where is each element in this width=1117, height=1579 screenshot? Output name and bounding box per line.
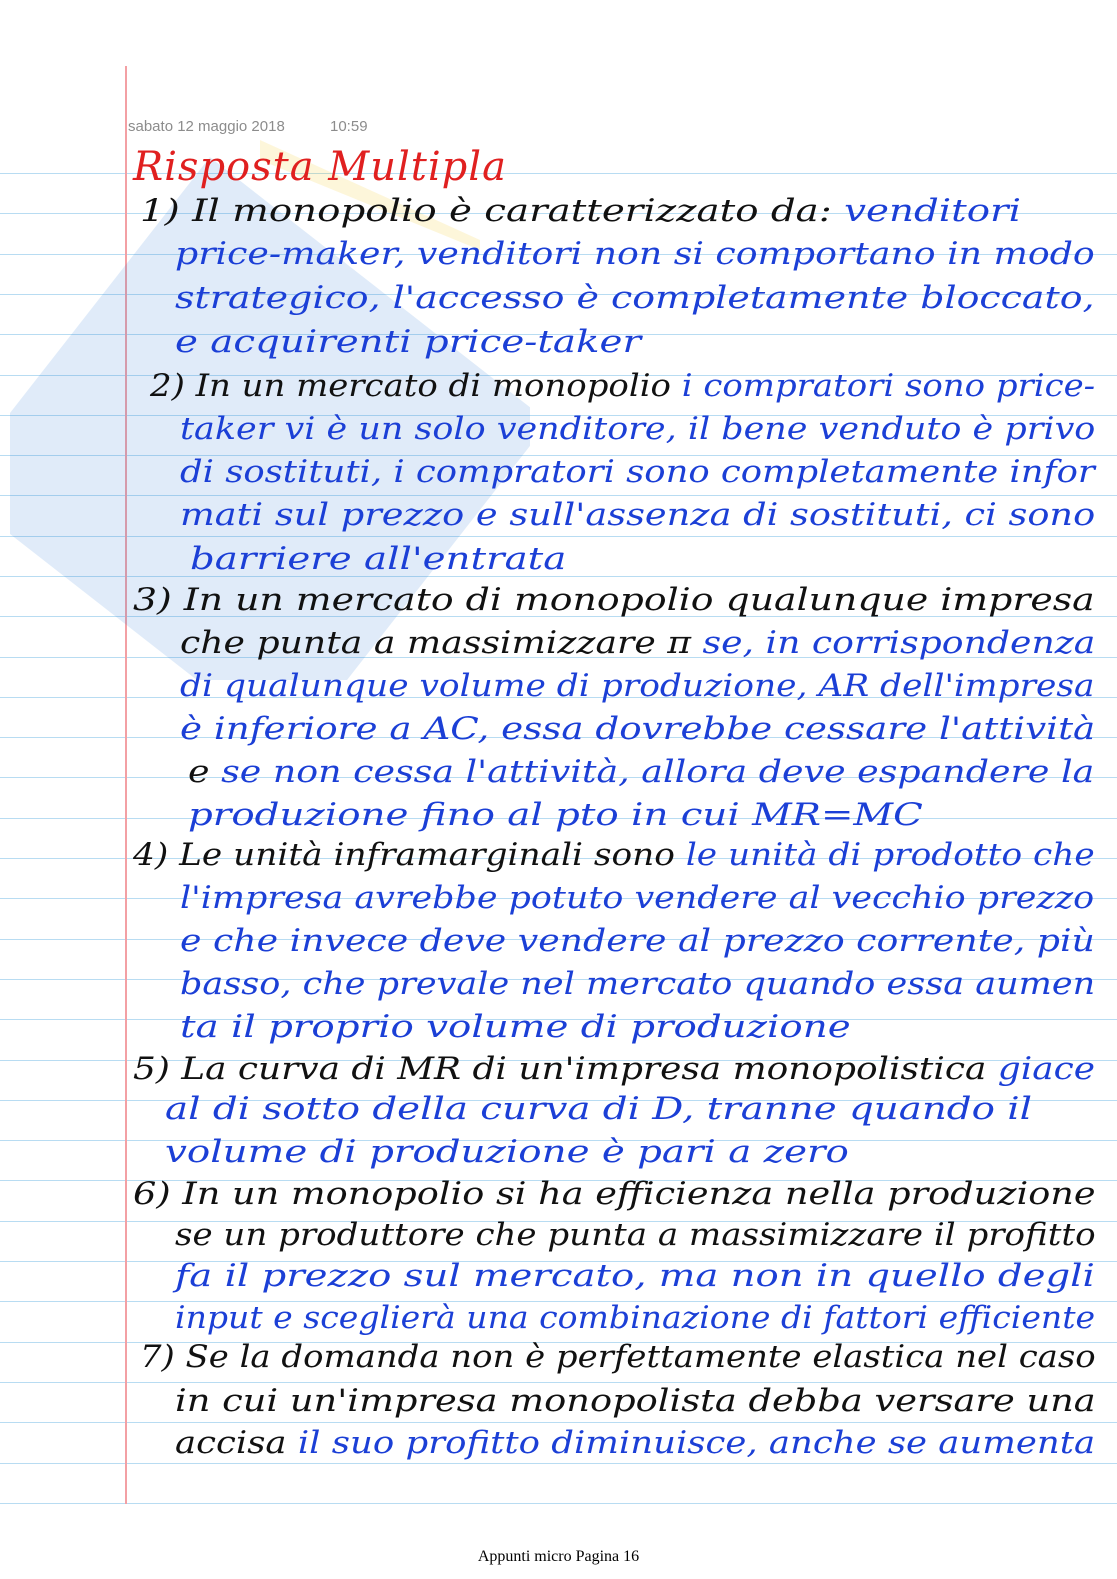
ruled-line bbox=[0, 495, 1117, 496]
question-text: 4) Le unità inframarginali sono bbox=[133, 837, 686, 873]
note-line bbox=[180, 668, 1095, 704]
answer-text: input e sceglierà una combinazione di fattori efficiente bbox=[175, 1300, 1096, 1336]
answer-text: e acquirenti price-taker bbox=[175, 324, 641, 360]
note-line bbox=[165, 1091, 1033, 1127]
note-line bbox=[188, 797, 923, 833]
note-line bbox=[175, 1383, 1096, 1419]
question-text: 7) Se la domanda non è perfettamente elastica nel caso bbox=[140, 1339, 1096, 1375]
answer-text: fa il prezzo sul mercato, ma non in quello degli bbox=[175, 1258, 1095, 1294]
answer-text: l'impresa avrebbe potuto vendere al vecchio prezzo bbox=[180, 880, 1095, 916]
note-line bbox=[175, 324, 641, 360]
note-line bbox=[133, 1176, 1096, 1212]
note-line bbox=[180, 923, 1095, 959]
note-line bbox=[175, 1425, 1096, 1461]
answer-text: volume di produzione è pari a zero bbox=[165, 1134, 849, 1170]
note-line bbox=[180, 880, 1095, 916]
answer-text: venditori bbox=[844, 193, 1021, 229]
date-label: sabato 12 maggio 2018 bbox=[128, 118, 285, 135]
question-text: se un produttore che punta a massimizzare il profitto bbox=[175, 1217, 1096, 1253]
note-line bbox=[180, 1009, 851, 1045]
question-text: che punta a massimizzare π bbox=[180, 625, 703, 661]
answer-text: di qualunque volume di produzione, AR dell'impresa bbox=[180, 668, 1095, 704]
margin-line bbox=[125, 66, 127, 1504]
answer-text: ta il proprio volume di produzione bbox=[180, 1009, 851, 1045]
question-text: 6) In un monopolio si ha efficienza nella produzione bbox=[133, 1176, 1096, 1212]
note-line bbox=[140, 193, 1021, 229]
answer-text: se, in corrispondenza bbox=[702, 625, 1096, 661]
note-line bbox=[188, 754, 1095, 790]
answer-text: barriere all'entrata bbox=[190, 541, 567, 577]
note-line bbox=[175, 280, 1095, 316]
question-text: accisa bbox=[175, 1425, 298, 1461]
time-label: 10:59 bbox=[330, 118, 368, 135]
ruled-line bbox=[0, 1422, 1117, 1423]
note-line bbox=[175, 236, 1095, 272]
question-text: 2) In un mercato di monopolio bbox=[150, 368, 682, 404]
answer-text: al di sotto della curva di D, tranne quando il bbox=[165, 1091, 1033, 1127]
note-line bbox=[150, 368, 1096, 404]
answer-text: e che invece deve vendere al prezzo corrente, più bbox=[180, 923, 1095, 959]
answer-text: di sostituti, i compratori sono completamente infor bbox=[180, 454, 1095, 490]
ruled-line bbox=[0, 1503, 1117, 1504]
note-line bbox=[165, 1134, 849, 1170]
answer-text: basso, che prevale nel mercato quando essa aumen bbox=[180, 966, 1096, 1002]
answer-text: è inferiore a AC, essa dovrebbe cessare l'attività bbox=[180, 711, 1096, 747]
question-text: 1) Il monopolio è caratterizzato da: bbox=[140, 193, 845, 229]
page-title: Risposta Multipla bbox=[133, 144, 507, 190]
question-text: 5) La curva di MR di un'impresa monopolistica bbox=[133, 1051, 998, 1087]
note-line bbox=[140, 1339, 1096, 1375]
answer-text: il suo profitto diminuisce, anche se aumenta bbox=[297, 1425, 1096, 1461]
ruled-line bbox=[0, 536, 1117, 537]
note-line bbox=[175, 1300, 1096, 1336]
page-footer: Appunti micro Pagina 16 bbox=[477, 1548, 640, 1565]
ruled-line bbox=[0, 1463, 1117, 1464]
note-line bbox=[180, 625, 1096, 661]
note-line bbox=[175, 1258, 1095, 1294]
answer-text: se non cessa l'attività, allora deve espandere la bbox=[221, 754, 1095, 790]
note-line bbox=[190, 541, 567, 577]
note-line bbox=[180, 454, 1095, 490]
answer-text: le unità di prodotto che bbox=[685, 837, 1095, 873]
note-line bbox=[180, 711, 1096, 747]
question-text: 3) In un mercato di monopolio qualunque impresa bbox=[133, 582, 1095, 618]
note-line bbox=[180, 411, 1096, 447]
answer-text: i compratori sono price- bbox=[681, 368, 1096, 404]
note-line bbox=[180, 966, 1096, 1002]
answer-text: strategico, l'accesso è completamente bloccato, bbox=[175, 280, 1095, 316]
answer-text: price-maker, venditori non si comportano in modo bbox=[175, 236, 1095, 272]
question-text: e bbox=[188, 754, 222, 790]
note-line bbox=[133, 837, 1095, 873]
note-line bbox=[180, 497, 1096, 533]
answer-text: mati sul prezzo e sull'assenza di sostituti, ci sono bbox=[180, 497, 1096, 533]
answer-text: giace bbox=[997, 1051, 1095, 1087]
question-text: in cui un'impresa monopolista debba versare una bbox=[175, 1383, 1096, 1419]
answer-text: produzione fino al pto in cui MR=MC bbox=[188, 797, 923, 833]
note-line bbox=[133, 582, 1095, 618]
note-line bbox=[133, 1051, 1095, 1087]
answer-text: taker vi è un solo venditore, il bene venduto è privo bbox=[180, 411, 1096, 447]
note-line bbox=[175, 1217, 1096, 1253]
